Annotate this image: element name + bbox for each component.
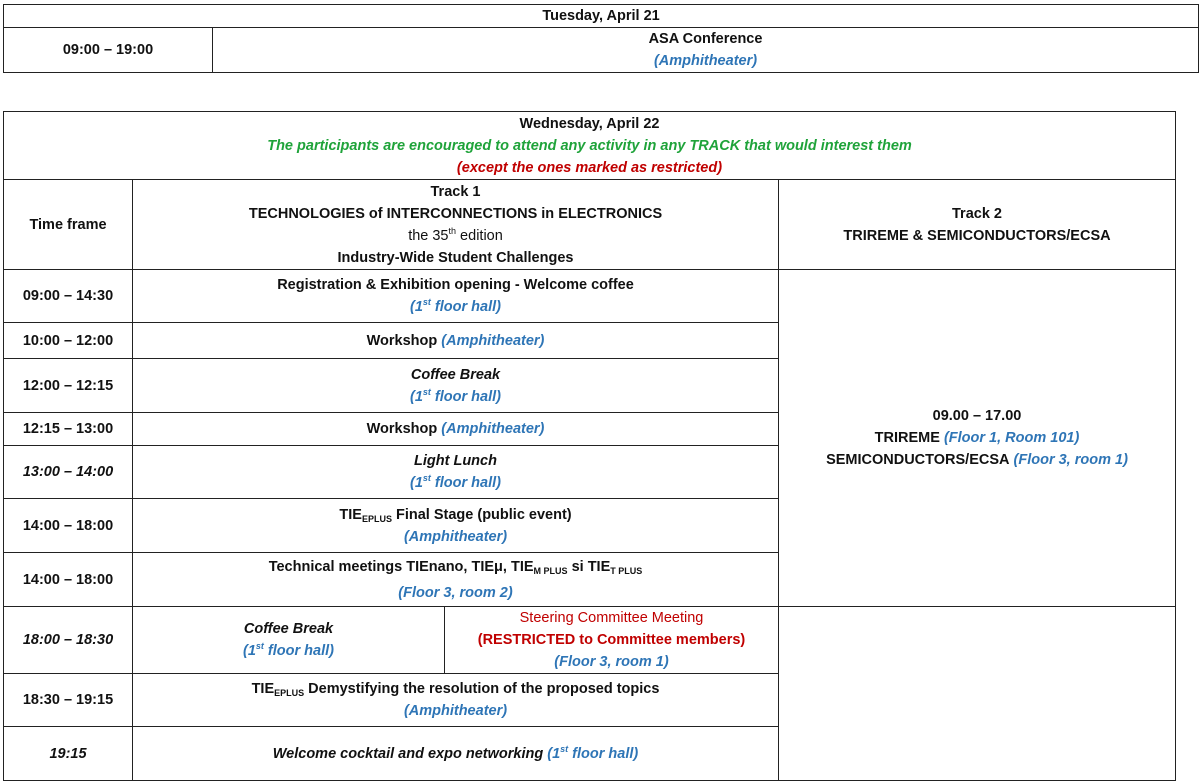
tie-subscript: M PLUS [533, 565, 568, 576]
loc-part: (1 [242, 643, 256, 659]
edition-suffix: th [448, 225, 457, 236]
coffee-break-cell [133, 607, 445, 674]
loc-part: (1 [409, 388, 423, 405]
time-cell: 14:00 – 18:00 [4, 553, 133, 607]
semiconductors-line [783, 449, 1171, 471]
time-cell: 12:15 – 13:00 [4, 413, 133, 446]
session-location [137, 640, 440, 662]
track1-header [133, 180, 779, 270]
session-title: Registration & Exhibition opening - Welcome coffee [277, 277, 634, 293]
loc-part: floor hall) [430, 475, 501, 491]
loc-part: (1 [409, 299, 423, 315]
steering-committee-cell [445, 607, 779, 674]
track1-subtitle: Industry-Wide Student Challenges [337, 249, 574, 266]
session-cell [133, 446, 779, 499]
loc-sup: st [560, 743, 569, 754]
session-location: (Floor 3, room 2) [398, 584, 513, 601]
loc-part: floor hall) [430, 299, 501, 315]
track2-header [779, 180, 1176, 270]
time-cell: 10:00 – 12:00 [4, 323, 133, 359]
session-cell [133, 323, 779, 359]
track1-title: TECHNOLOGIES of INTERCONNECTIONS in ELECTRONICS [248, 205, 663, 222]
session-cell [133, 359, 779, 413]
track2-sessions-cell [779, 270, 1176, 607]
track2-label: Track 2 [952, 205, 1002, 222]
time-cell: 09:00 – 14:30 [4, 270, 133, 323]
loc-part: floor hall) [568, 745, 639, 762]
loc-sup: st [422, 297, 431, 308]
session-location: (Amphitheater) [441, 332, 545, 349]
tie-subscript: EPLUS [274, 688, 305, 698]
semiconductors-location: (Floor 3, room 1) [1013, 452, 1128, 468]
session-location: (Amphitheater) [403, 528, 508, 545]
title-text: Technical meetings TIEnano, TIEμ, TIE [268, 558, 534, 575]
participants-note: The participants are encouraged to attend any activity in any TRACK that would interest them [267, 137, 912, 154]
wednesday-schedule-table [3, 111, 1176, 781]
title-text: Final Stage (public event) [391, 506, 572, 523]
tie-subscript: T PLUS [610, 565, 643, 576]
time-frame-header: Time frame [4, 180, 133, 270]
session-title: Coffee Break [243, 621, 334, 637]
session-title [137, 504, 774, 526]
loc-part: floor hall) [263, 643, 334, 659]
wednesday-date-header: Wednesday, April 22 [519, 115, 660, 132]
session-location: (Amphitheater) [403, 703, 508, 719]
time-cell: 18:30 – 19:15 [4, 674, 133, 727]
time-cell: 13:00 – 14:00 [4, 446, 133, 499]
tie-text: TIE [251, 681, 275, 697]
loc-part: (1 [409, 475, 423, 491]
track1-label: Track 1 [430, 183, 481, 200]
track2-time: 09.00 – 17.00 [932, 408, 1022, 424]
tuesday-event-cell [213, 28, 1199, 73]
session-title [137, 556, 774, 578]
edition-word: edition [456, 227, 503, 244]
tuesday-time-cell: 09:00 – 19:00 [4, 28, 213, 73]
restricted-note: (except the ones marked as restricted) [456, 159, 723, 176]
session-location [137, 296, 774, 318]
session-location [547, 743, 639, 762]
session-title: Welcome cocktail and expo networking [272, 745, 544, 762]
edition-number: the 35 [408, 227, 449, 244]
loc-sup: st [422, 386, 431, 397]
track2-title: TRIREME & SEMICONDUCTORS/ECSA [843, 227, 1111, 244]
track1-edition [137, 225, 774, 247]
track2-empty-cell [779, 607, 1176, 781]
session-cell [133, 553, 779, 607]
trireme-line [783, 427, 1171, 449]
loc-sup: st [422, 473, 431, 484]
title-text: Demystifying the resolution of the proposed topics [304, 681, 660, 697]
session-cell [133, 270, 779, 323]
trireme-location: (Floor 1, Room 101) [943, 430, 1080, 446]
tuesday-schedule-table [3, 4, 1199, 73]
time-cell: 12:00 – 12:15 [4, 359, 133, 413]
tie-text: TIE [339, 506, 362, 523]
restricted-label: (RESTRICTED to Committee members) [477, 632, 746, 648]
session-title [137, 678, 774, 700]
tuesday-date-header: Tuesday, April 21 [4, 5, 1199, 28]
title-text: si TIE [567, 558, 611, 575]
session-cell [133, 674, 779, 727]
session-title: Workshop [366, 421, 438, 437]
time-cell: 14:00 – 18:00 [4, 499, 133, 553]
asa-conference-location: (Amphitheater) [653, 53, 758, 69]
trireme-label: TRIREME [874, 430, 940, 446]
session-title: Coffee Break [410, 366, 501, 383]
session-location [137, 386, 774, 408]
tie-subscript: EPLUS [361, 513, 392, 524]
session-location [137, 472, 774, 494]
loc-sup: st [255, 641, 264, 652]
steering-title: Steering Committee Meeting [519, 610, 704, 626]
loc-part: (1 [547, 745, 561, 762]
session-title: Workshop [366, 332, 438, 349]
session-title: Light Lunch [414, 453, 497, 469]
semiconductors-label: SEMICONDUCTORS/ECSA [826, 452, 1010, 468]
time-cell: 18:00 – 18:30 [4, 607, 133, 674]
wednesday-header-cell [4, 112, 1176, 180]
session-cell [133, 413, 779, 446]
time-cell: 19:15 [4, 727, 133, 781]
loc-part: floor hall) [430, 388, 501, 405]
session-cell [133, 727, 779, 781]
session-cell [133, 499, 779, 553]
steering-location: (Floor 3, room 1) [554, 654, 669, 670]
asa-conference-title: ASA Conference [648, 31, 763, 47]
session-location: (Amphitheater) [441, 421, 545, 437]
